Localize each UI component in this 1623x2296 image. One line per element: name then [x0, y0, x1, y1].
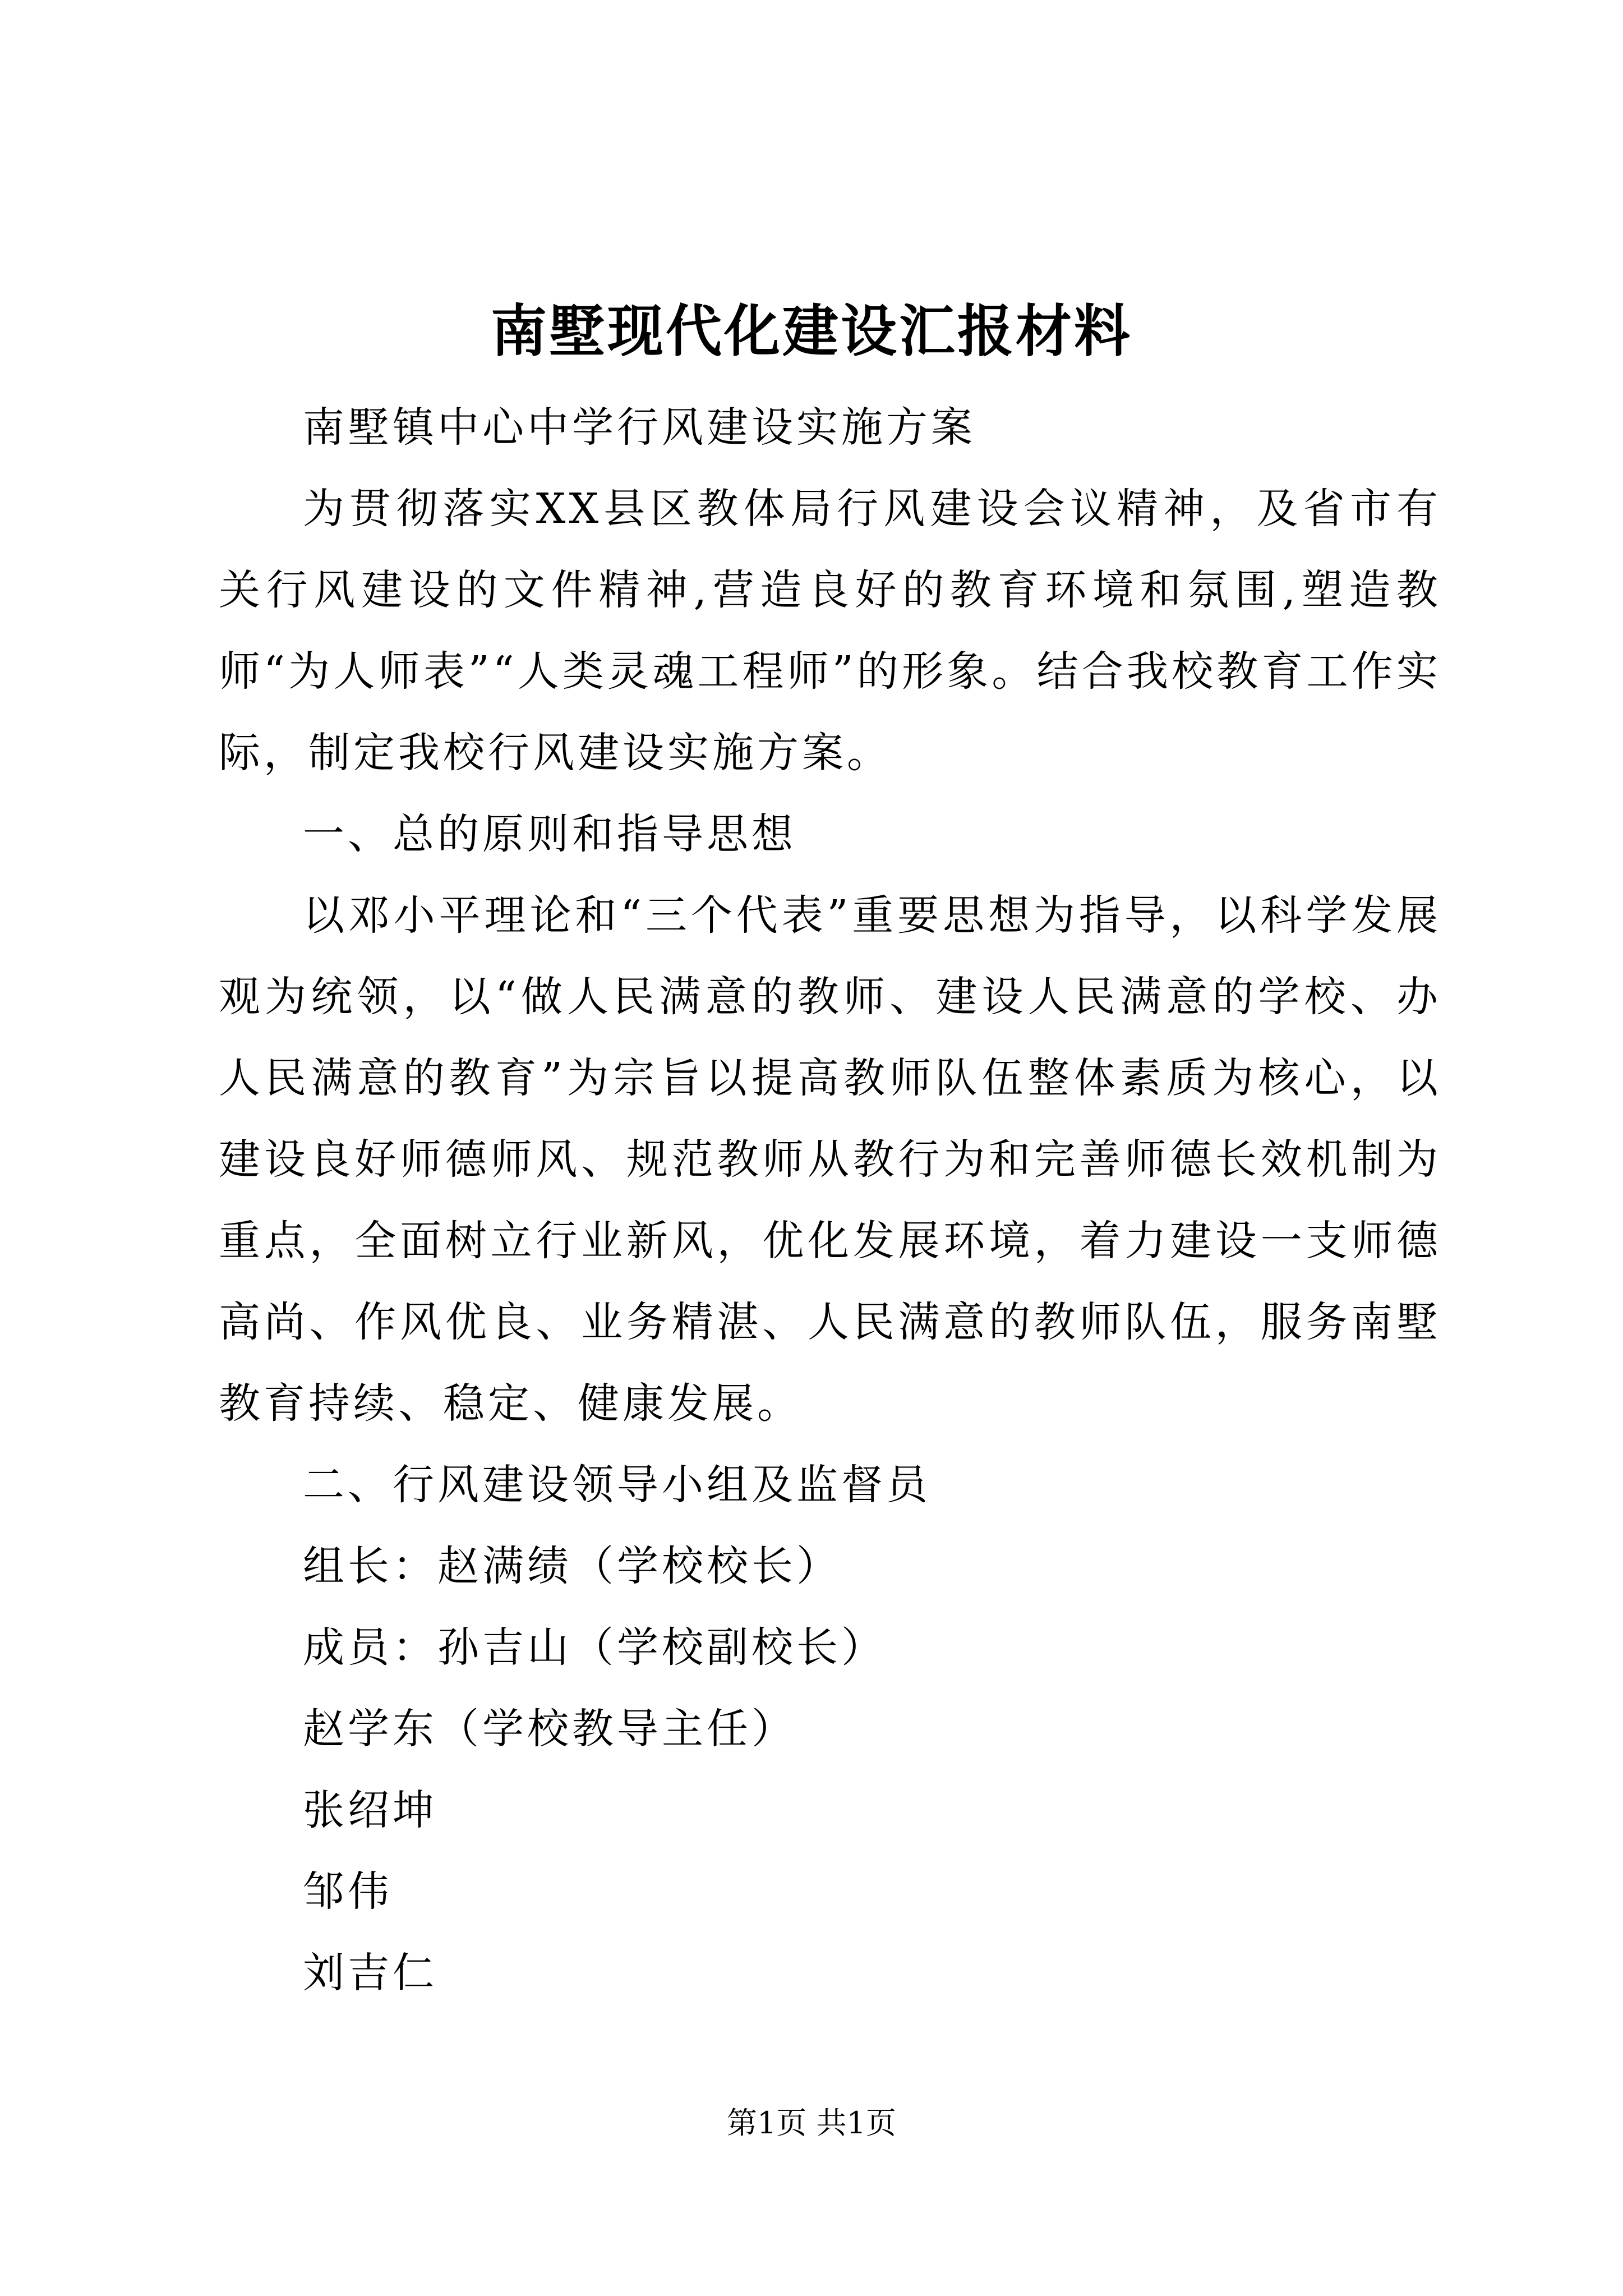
list-item: 成员：孙吉山（学校副校长）	[303, 1623, 886, 1672]
section-heading-1: 一、总的原则和指导思想	[303, 810, 796, 858]
page-number-footer: 第1页 共1页	[727, 2105, 896, 2141]
subtitle-paragraph: 南墅镇中心中学行风建设实施方案	[303, 403, 976, 452]
section-heading-2: 二、行风建设领导小组及监督员	[303, 1461, 931, 1509]
document-title: 南墅现代化建设汇报材料	[491, 298, 1132, 364]
list-item: 组长：赵满绩（学校校长）	[303, 1542, 841, 1590]
list-item: 邹伟	[303, 1867, 393, 1916]
list-item: 刘吉仁	[303, 1949, 437, 1997]
guiding-principle-paragraph: 以邓小平理论和“三个代表”重要思想为指导，以科学发展观为统领，以“做人民满意的教师、建设人民满意的学校、办人民满意的教育”为宗旨以提高教师队伍整体素质为核心，以建设良好师德师风、规范教师从教行为和完善师德长效机制为重点，全面树立行业新风，优化发展环境，着力建设一支师德高尚、作风优良、业务精湛、人民满意的教师队伍，服务南墅教育持续、稳定、健康发展。	[219, 891, 1441, 1428]
intro-paragraph: 为贯彻落实XX县区教体局行风建设会议精神，及省市有关行风建设的文件精神,营造良好的教育环境和氛围,塑造教师“为人师表”“人类灵魂工程师”的形象。结合我校教育工作实际，制定我校行风建设实施方案。	[219, 485, 1441, 777]
list-item: 张绍坤	[303, 1786, 437, 1834]
document-body	[219, 387, 1441, 2014]
list-item: 赵学东（学校教导主任）	[303, 1705, 796, 1753]
